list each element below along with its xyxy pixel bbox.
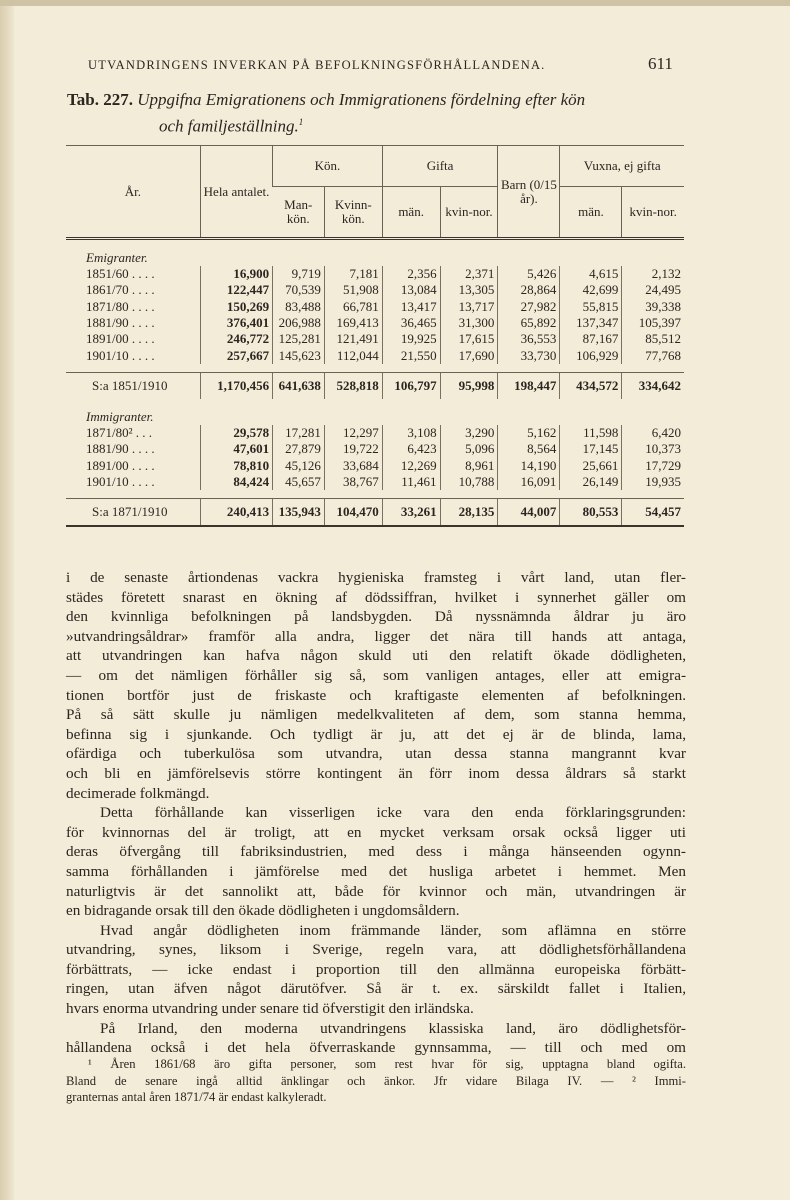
row-cell: 36,553 bbox=[498, 331, 560, 347]
row-year: 1901/10 . . . . bbox=[86, 347, 155, 363]
row-cell: 39,338 bbox=[622, 299, 684, 315]
sum-label: S:a 1871/1910 bbox=[66, 498, 200, 526]
row-cell: 3,290 bbox=[440, 425, 498, 441]
row-cell: 28,864 bbox=[498, 282, 560, 298]
table-spacer bbox=[66, 490, 684, 499]
row-cell: 47,601 bbox=[200, 441, 272, 457]
row-cell: 206,988 bbox=[273, 315, 325, 331]
text-line: befinna sig i sjunkande. Och tydligt är ju, att det ej är de blinda, lama, bbox=[66, 725, 686, 743]
header-female: Kvinn-kön. bbox=[324, 187, 382, 239]
row-cell: 45,126 bbox=[273, 457, 325, 473]
row-cell: 376,401 bbox=[200, 315, 272, 331]
row-cell: 25,661 bbox=[560, 457, 622, 473]
sum-cell: 104,470 bbox=[324, 498, 382, 526]
row-cell: 257,667 bbox=[200, 347, 272, 363]
row-year: 1901/10 . . . . bbox=[86, 473, 155, 489]
row-cell: 3,108 bbox=[382, 425, 440, 441]
paragraph bbox=[66, 1019, 686, 1058]
sum-cell: 434,572 bbox=[560, 372, 622, 399]
row-cell: 8,961 bbox=[440, 457, 498, 473]
row-cell: 27,879 bbox=[273, 441, 325, 457]
text-line: tionen bortför just de friskaste och kraftigaste elementen af befolkningen. bbox=[66, 686, 686, 704]
row-cell: 78,810 bbox=[200, 457, 272, 473]
page-top-edge bbox=[0, 0, 790, 6]
sum-cell: 528,818 bbox=[324, 372, 382, 399]
row-cell: 70,539 bbox=[273, 282, 325, 298]
footnote-line: ¹ Åren 1861/68 äro gifta personer, som rest hvar för sig, upptagna bland ogifta. bbox=[88, 1057, 686, 1071]
sum-cell: 641,638 bbox=[273, 372, 325, 399]
table-row bbox=[66, 425, 684, 441]
text-line: naturligtvis är det sannolikt att, både för kvinnor och män, utvandringen är bbox=[66, 882, 686, 900]
row-cell: 150,269 bbox=[200, 299, 272, 315]
table-section-row bbox=[66, 239, 684, 267]
row-cell: 14,190 bbox=[498, 457, 560, 473]
row-cell: 31,300 bbox=[440, 315, 498, 331]
row-cell: 38,767 bbox=[324, 474, 382, 490]
row-cell: 42,699 bbox=[560, 282, 622, 298]
row-cell: 13,717 bbox=[440, 299, 498, 315]
table-spacer bbox=[66, 364, 684, 373]
footnotes bbox=[66, 1056, 686, 1106]
sum-cell: 54,457 bbox=[622, 498, 684, 526]
row-cell: 137,347 bbox=[560, 315, 622, 331]
table-title-footnote-mark: 1 bbox=[298, 117, 304, 127]
row-cell: 13,084 bbox=[382, 282, 440, 298]
text-line: deras öfvergång till fabriksindustrien, med dess i många hänseenden ogynn- bbox=[66, 843, 686, 861]
table-sum-row bbox=[66, 498, 684, 526]
row-cell: 24,495 bbox=[622, 282, 684, 298]
row-cell: 87,167 bbox=[560, 331, 622, 347]
table-row bbox=[66, 315, 684, 331]
row-cell: 19,722 bbox=[324, 441, 382, 457]
row-cell: 106,929 bbox=[560, 347, 622, 363]
row-cell: 51,908 bbox=[324, 282, 382, 298]
row-cell: 36,465 bbox=[382, 315, 440, 331]
table-section-row bbox=[66, 399, 684, 425]
row-cell: 10,788 bbox=[440, 474, 498, 490]
row-cell: 21,550 bbox=[382, 347, 440, 363]
row-cell: 45,657 bbox=[273, 474, 325, 490]
text-line: och bli en jämförelsevis större kontingent än förr inom dessa åldrars så starkt bbox=[66, 764, 686, 782]
table-row bbox=[66, 474, 684, 490]
row-cell: 17,729 bbox=[622, 457, 684, 473]
header-children: Barn (0/15 år). bbox=[498, 146, 560, 239]
row-cell: 169,413 bbox=[324, 315, 382, 331]
table-row bbox=[66, 347, 684, 363]
header-sex: Kön. bbox=[273, 146, 383, 187]
row-cell: 7,181 bbox=[324, 266, 382, 282]
row-cell: 19,935 bbox=[622, 474, 684, 490]
row-cell: 16,091 bbox=[498, 474, 560, 490]
row-cell: 65,892 bbox=[498, 315, 560, 331]
text-line: en bidragande orsak till den ökade dödligheten i ungdomsåldern. bbox=[66, 902, 460, 920]
sum-cell: 28,135 bbox=[440, 498, 498, 526]
row-cell: 26,149 bbox=[560, 474, 622, 490]
text-line: utvandring, synes, liksom i Sverige, regeln vara, att dödlighetsförhållandena bbox=[66, 941, 686, 959]
header-total: Hela antalet. bbox=[200, 146, 272, 239]
row-year: 1871/80 . . . . bbox=[86, 298, 155, 314]
row-cell: 83,488 bbox=[273, 299, 325, 315]
row-cell: 12,269 bbox=[382, 457, 440, 473]
body-text bbox=[66, 568, 686, 1058]
row-cell: 17,615 bbox=[440, 331, 498, 347]
row-cell: 10,373 bbox=[622, 441, 684, 457]
table-section-label: Immigranter. bbox=[86, 408, 154, 424]
text-line: städes företett snarast en ökning af dödssiffran, hvilket i synnerhet gäller om bbox=[66, 588, 686, 606]
text-line: i de senaste årtiondenas vackra hygieniska framsteg i vårt land, utan fler- bbox=[66, 569, 686, 586]
row-cell: 16,900 bbox=[200, 266, 272, 282]
page-binding-edge bbox=[0, 0, 14, 1200]
text-line: ofärdiga och tuberkulösa som utvandra, utan dessa stanna mangrannt kvar bbox=[66, 745, 686, 763]
row-cell: 84,424 bbox=[200, 474, 272, 490]
footnote-line: Bland de senare ingå alltid änklingar och änkor. Jfr vidare Bilaga IV. — ² Immi- bbox=[66, 1073, 686, 1088]
row-cell: 246,772 bbox=[200, 331, 272, 347]
sum-cell: 135,943 bbox=[273, 498, 325, 526]
row-cell: 33,730 bbox=[498, 347, 560, 363]
table-section-label: Emigranter. bbox=[86, 250, 148, 265]
header-adults: Vuxna, ej gifta bbox=[560, 146, 684, 187]
row-cell: 19,925 bbox=[382, 331, 440, 347]
row-cell: 145,623 bbox=[273, 347, 325, 363]
row-cell: 6,420 bbox=[622, 425, 684, 441]
table-sum-row bbox=[66, 372, 684, 399]
row-cell: 27,982 bbox=[498, 299, 560, 315]
row-cell: 11,461 bbox=[382, 474, 440, 490]
table-title-line2: och familjeställning. bbox=[159, 116, 299, 136]
sum-cell: 240,413 bbox=[200, 498, 272, 526]
paragraph bbox=[66, 921, 686, 1019]
table-row bbox=[66, 457, 684, 473]
row-cell: 29,578 bbox=[200, 425, 272, 441]
row-cell: 13,417 bbox=[382, 299, 440, 315]
row-cell: 5,426 bbox=[498, 266, 560, 282]
row-cell: 9,719 bbox=[273, 266, 325, 282]
row-cell: 112,044 bbox=[324, 347, 382, 363]
text-line: hvars enorma utvandring under senare tid öfverstigit den irländska. bbox=[66, 1000, 474, 1018]
sum-cell: 106,797 bbox=[382, 372, 440, 399]
row-cell: 77,768 bbox=[622, 347, 684, 363]
row-cell: 17,145 bbox=[560, 441, 622, 457]
sum-cell: 95,998 bbox=[440, 372, 498, 399]
table-label: Tab. 227. bbox=[67, 90, 133, 109]
row-year: 1851/60 . . . . bbox=[86, 266, 155, 282]
text-line: förbättrats, — icke endast i proportion till den allmänna europeiska förbätt- bbox=[66, 960, 686, 978]
text-line: ringen, utan äfven något därutöfver. Så är t. ex. särskildt fallet i Italien, bbox=[66, 980, 686, 998]
sum-cell: 334,642 bbox=[622, 372, 684, 399]
text-line: hållandena också i det hela öfverraskande gynnsamma, — till och med om bbox=[66, 1039, 686, 1057]
page-number: 611 bbox=[648, 54, 673, 73]
footnote-line: granternas antal åren 1871/74 är endast kalkyleradt. bbox=[66, 1090, 327, 1104]
header-married: Gifta bbox=[382, 146, 498, 187]
text-line: att utvandringen kan hafva någon skuld uti den relatift ökade dödligheten, bbox=[66, 647, 686, 665]
table-title-line1: Uppgifna Emigrationens och Immigrationens fördelning efter kön bbox=[137, 90, 586, 109]
row-cell: 55,815 bbox=[560, 299, 622, 315]
table-row bbox=[66, 331, 684, 347]
row-year: 1891/00 . . . . bbox=[86, 331, 155, 347]
row-cell: 122,447 bbox=[200, 282, 272, 298]
emigration-table bbox=[66, 145, 684, 527]
row-cell: 105,397 bbox=[622, 315, 684, 331]
sum-cell: 44,007 bbox=[498, 498, 560, 526]
row-cell: 8,564 bbox=[498, 441, 560, 457]
row-year: 1891/00 . . . . bbox=[86, 457, 155, 473]
row-cell: 11,598 bbox=[560, 425, 622, 441]
sum-cell: 198,447 bbox=[498, 372, 560, 399]
text-line: decimerade folkmängd. bbox=[66, 784, 210, 802]
row-cell: 4,615 bbox=[560, 266, 622, 282]
table-title bbox=[67, 88, 707, 138]
text-line: »utvandringsåldrar» framför alla andra, ligger det nära till hands att antaga, bbox=[66, 627, 686, 645]
row-cell: 17,690 bbox=[440, 347, 498, 363]
sum-cell: 33,261 bbox=[382, 498, 440, 526]
paragraph bbox=[66, 803, 686, 921]
row-cell: 13,305 bbox=[440, 282, 498, 298]
row-cell: 85,512 bbox=[622, 331, 684, 347]
row-year: 1881/90 . . . . bbox=[86, 441, 155, 457]
row-cell: 33,684 bbox=[324, 457, 382, 473]
text-line: Hvad angår dödligheten inom främmande länder, som aflämna en större bbox=[100, 921, 686, 939]
table-row bbox=[66, 299, 684, 315]
sum-cell: 1,170,456 bbox=[200, 372, 272, 399]
header-year: År. bbox=[124, 183, 142, 199]
row-year: 1881/90 . . . . bbox=[86, 315, 155, 331]
running-head: UTVANDRINGENS INVERKAN PÅ BEFOLKNINGSFÖRHÅLLANDENA. bbox=[88, 58, 546, 72]
row-cell: 66,781 bbox=[324, 299, 382, 315]
header-male: Man-kön. bbox=[273, 187, 325, 239]
text-line: Detta förhållande kan visserligen icke vara den enda förklaringsgrunden: bbox=[100, 804, 686, 822]
text-line: — om det nämligen förhåller sig så, som vanligen antages, eller att emigra- bbox=[66, 666, 686, 684]
table-row bbox=[66, 266, 684, 282]
header-adult-men: män. bbox=[560, 187, 622, 239]
row-cell: 2,371 bbox=[440, 266, 498, 282]
text-line: samma förhållanden i jämförelse med det husliga arbetet i hemmet. Men bbox=[66, 862, 686, 880]
row-cell: 12,297 bbox=[324, 425, 382, 441]
row-year: 1871/80² . . . bbox=[86, 424, 153, 440]
row-cell: 121,491 bbox=[324, 331, 382, 347]
row-cell: 5,096 bbox=[440, 441, 498, 457]
text-line: På Irland, den moderna utvandringens klassiska land, äro dödlighetsför- bbox=[100, 1019, 686, 1037]
row-cell: 17,281 bbox=[273, 425, 325, 441]
row-cell: 125,281 bbox=[273, 331, 325, 347]
text-line: den kvinnliga befolkningen på landsbygden. Då nyssnämnda åldrar ju äro bbox=[66, 608, 686, 626]
header-adult-women: kvin-nor. bbox=[622, 187, 684, 239]
text-line: för kvinnornas del är troligt, att en mycket verksam orsak också ligger uti bbox=[66, 823, 686, 841]
text-line: På så sätt skulle ju nämligen medelkvaliteten af dem, som stanna hemma, bbox=[66, 706, 686, 724]
row-cell: 2,132 bbox=[622, 266, 684, 282]
header-married-women: kvin-nor. bbox=[440, 187, 498, 239]
sum-cell: 80,553 bbox=[560, 498, 622, 526]
header-married-men: män. bbox=[382, 187, 440, 239]
paragraph bbox=[66, 568, 686, 803]
row-cell: 5,162 bbox=[498, 425, 560, 441]
sum-label: S:a 1851/1910 bbox=[66, 372, 200, 399]
row-cell: 2,356 bbox=[382, 266, 440, 282]
table-row bbox=[66, 441, 684, 457]
row-year: 1861/70 . . . . bbox=[86, 282, 155, 298]
row-cell: 6,423 bbox=[382, 441, 440, 457]
table-row bbox=[66, 282, 684, 298]
